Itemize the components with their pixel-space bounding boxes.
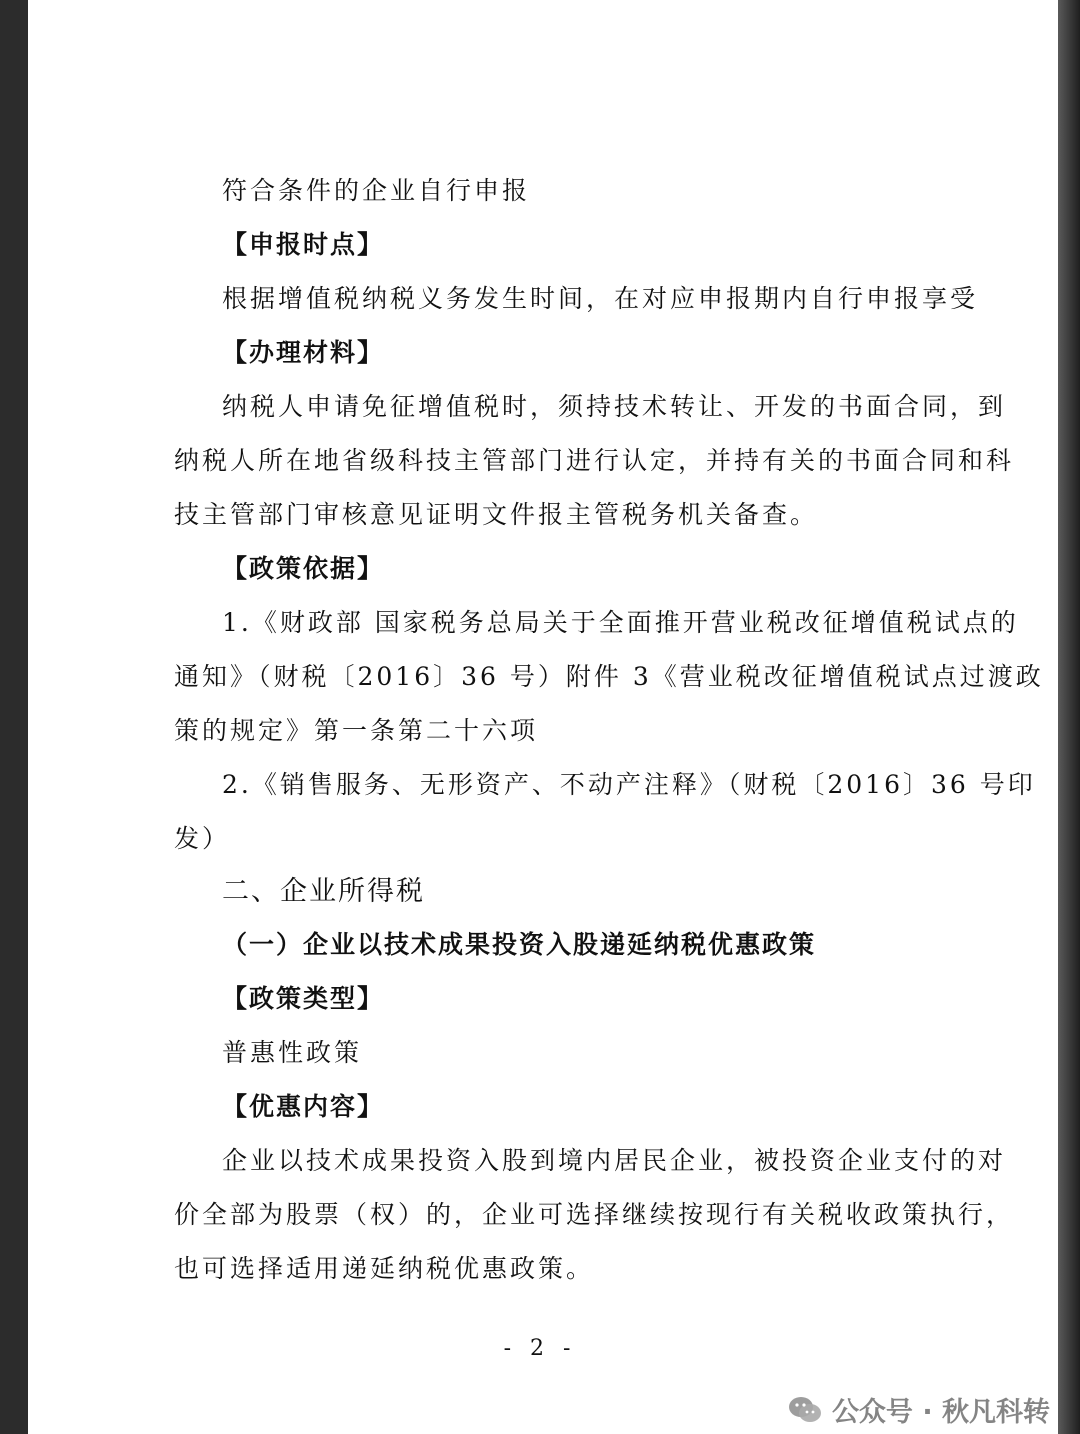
body-line: 企业以技术成果投资入股到境内居民企业，被投资企业支付的对: [222, 1146, 1007, 1175]
chapter-heading: 二、企业所得税: [222, 876, 425, 907]
body-line: 价全部为股票（权）的，企业可选择继续按现行有关税收政策执行，: [174, 1200, 1015, 1229]
page-edge-shadow: [1058, 0, 1080, 1434]
section-label-policy-basis: 【政策依据】: [222, 554, 385, 583]
body-line: 策的规定》第一条第二十六项: [174, 716, 539, 745]
page-number: - 2 -: [503, 1336, 577, 1361]
body-line: 技主管部门审核意见证明文件报主管税务机关备查。: [174, 500, 819, 529]
body-line: 根据增值税纳税义务发生时间，在对应申报期内自行申报享受: [222, 284, 979, 313]
body-line: 普惠性政策: [222, 1038, 363, 1067]
body-line: 纳税人所在地省级科技主管部门进行认定，并持有关的书面合同和科: [174, 446, 1015, 475]
watermark: [788, 1390, 1050, 1429]
body-line: 符合条件的企业自行申报: [222, 176, 531, 205]
section-label-benefit-content: 【优惠内容】: [222, 1092, 385, 1121]
body-line: 通知》（财税〔2016〕36 号）附件 3《营业税改征增值税试点过渡政: [174, 662, 1044, 691]
subsection-heading: （一）企业以技术成果投资入股递延纳税优惠政策: [222, 930, 817, 959]
section-label-policy-type: 【政策类型】: [222, 984, 385, 1013]
body-line: 2.《销售服务、无形资产、不动产注释》（财税〔2016〕36 号印: [222, 770, 1036, 799]
body-line: 也可选择适用递延纳税优惠政策。: [174, 1254, 595, 1283]
body-line: 1.《财政部 国家税务总局关于全面推开营业税改征增值税试点的: [222, 608, 1019, 637]
watermark-text: 公众号 · 秋凡科转: [831, 1397, 1050, 1428]
section-label-declaration-time: 【申报时点】: [222, 230, 385, 259]
body-line: 发）: [174, 824, 231, 853]
section-label-materials: 【办理材料】: [222, 338, 385, 367]
body-line: 纳税人申请免征增值税时，须持技术转让、开发的书面合同，到: [222, 392, 1007, 421]
wechat-icon: [788, 1396, 822, 1424]
